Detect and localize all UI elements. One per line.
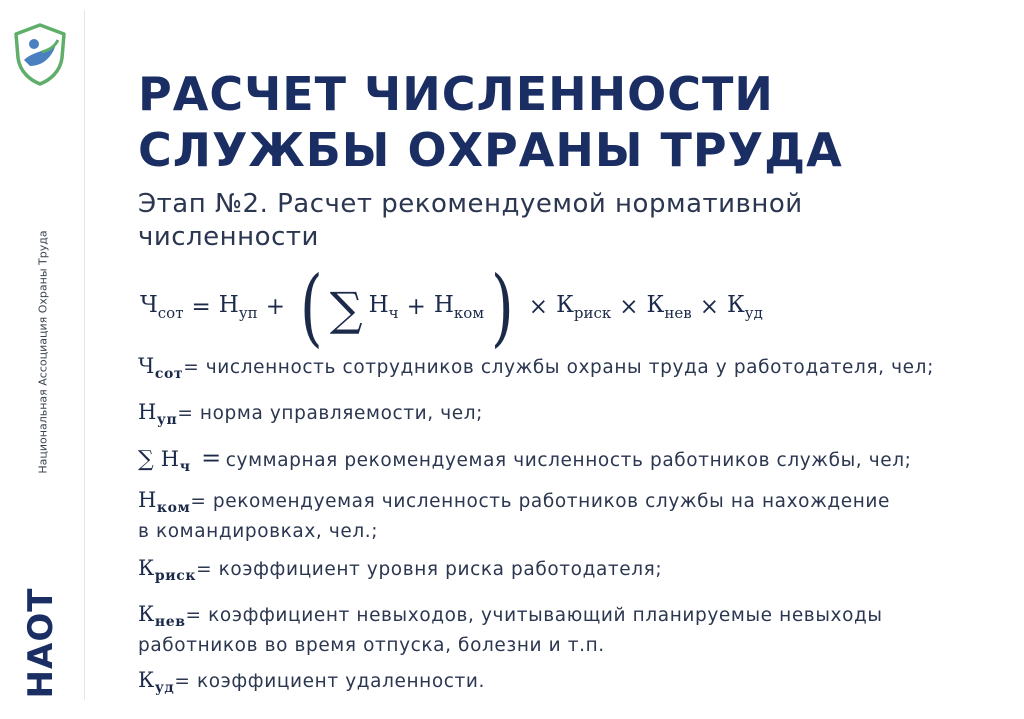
- naot-shield-logo-icon: [12, 22, 68, 86]
- organization-name: Национальная Ассоциация Охраны Труда: [36, 230, 50, 474]
- definition-k-nev: $К_{нев}=$ коэффициент невыходов, учитывающий планируемые невыходы работников во время отпуска, болезни и т.п.: [138, 602, 883, 656]
- formula-k-ud: $К_{уд}$: [726, 292, 763, 322]
- definition-n-kom: $Н_{ком}=$ рекомендуемая численность работников службы на нахождение в командировках, чел.;: [138, 488, 891, 542]
- page-title: [138, 66, 998, 178]
- formula-plus-2: +: [406, 294, 426, 320]
- formula-term-nkom: $Н_{ком}$: [433, 292, 484, 322]
- formula-plus: +: [265, 294, 285, 320]
- formula-lhs: $Ч_{сот}$: [140, 292, 184, 322]
- formula-open-paren: (: [299, 258, 323, 356]
- formula-term-nch: $Н_ч$: [368, 292, 399, 322]
- headcount-formula: [140, 258, 763, 356]
- definition-k-ud: $К_{уд}=$ коэффициент удаленности.: [138, 668, 486, 696]
- formula-sum-sign: ∑: [329, 282, 363, 336]
- definition-k-risk: $К_{риск}=$ коэффициент уровня риска работодателя;: [138, 556, 663, 584]
- sidebar-divider: [84, 10, 85, 700]
- subtitle-line-2: численности: [138, 222, 319, 252]
- subtitle-line-1: Этап №2. Расчет рекомендуемой нормативной: [138, 189, 803, 219]
- formula-times-1: ×: [528, 294, 549, 320]
- formula-k-risk: $К_{риск}$: [556, 292, 612, 322]
- formula-term-nup: $Н_{уп}$: [218, 292, 258, 322]
- brand-abbreviation: НАОТ: [21, 587, 61, 699]
- formula-times-2: ×: [619, 294, 639, 320]
- definition-n-up: $Н_{уп}=$ норма управляемости, чел;: [138, 400, 483, 428]
- title-line-2: СЛУЖБЫ ОХРАНЫ ТРУДА: [138, 123, 843, 177]
- formula-close-paren: ): [490, 258, 514, 356]
- formula-times-3: ×: [699, 294, 719, 320]
- formula-equals: =: [191, 294, 211, 320]
- page-subtitle: [138, 188, 998, 254]
- formula-k-nev: $К_{нев}$: [646, 292, 692, 322]
- title-line-1: РАСЧЕТ ЧИСЛЕННОСТИ: [138, 67, 774, 121]
- definition-sum-n-ch: ∑ $Н_ч$ = суммарная рекомендуемая численность работников службы, чел;: [138, 444, 912, 475]
- definition-ch-sot: $Ч_{сот}=$ численность сотрудников службы охраны труда у работодателя, чел;: [138, 354, 934, 382]
